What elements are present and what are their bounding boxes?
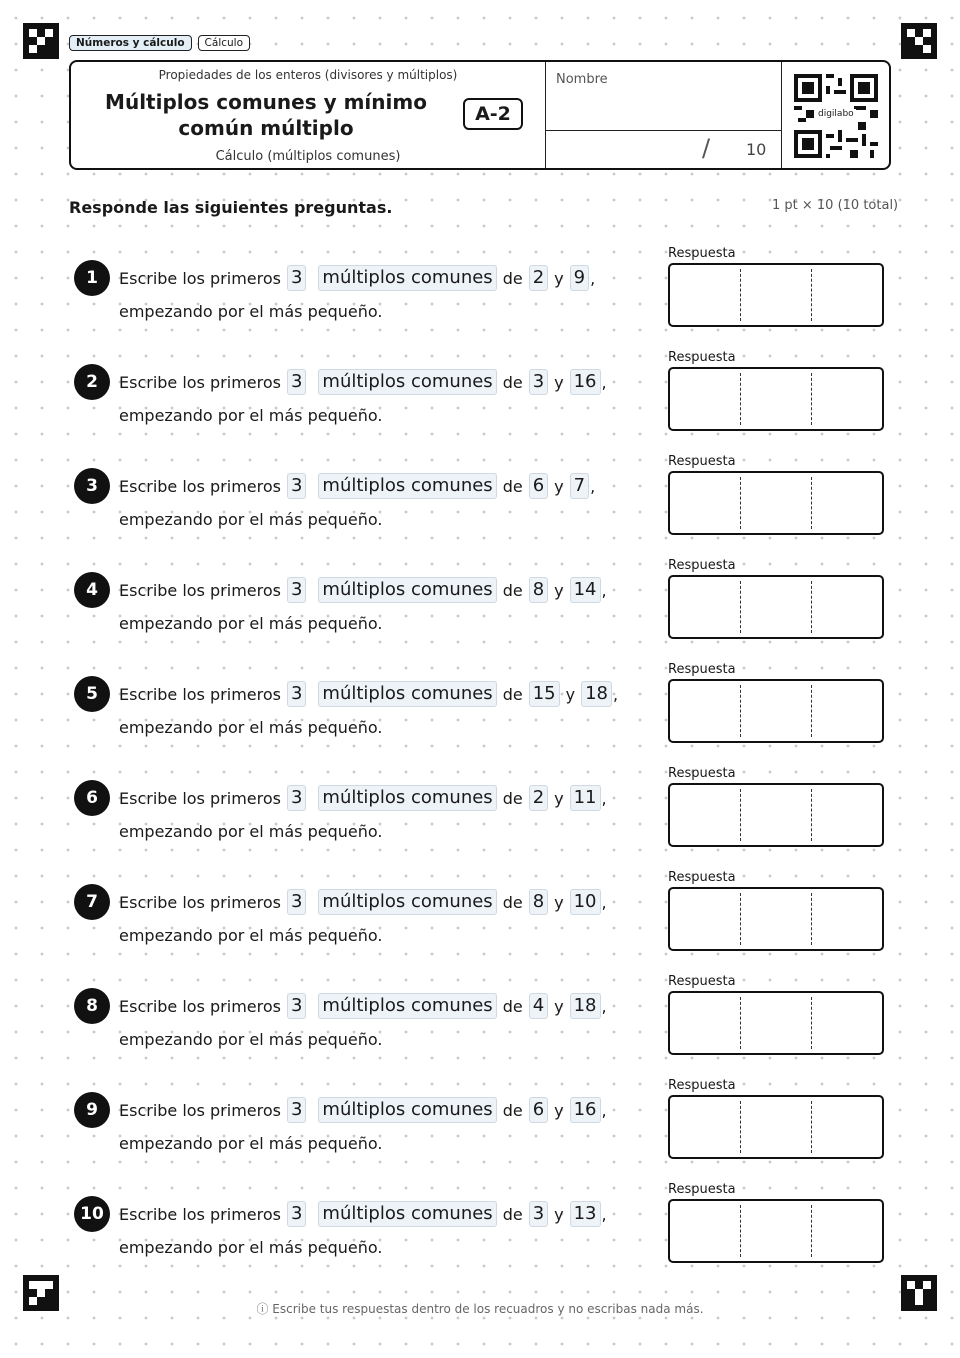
comma: , xyxy=(601,1100,607,1120)
word-y: y xyxy=(565,684,576,704)
question-line-1 xyxy=(119,577,607,603)
question-number: 5 xyxy=(74,676,110,712)
answer-box[interactable] xyxy=(668,679,884,743)
question-number: 3 xyxy=(74,468,110,504)
answer-label: Respuesta xyxy=(668,662,736,677)
term-box: múltiplos comunes xyxy=(318,369,496,395)
number-b-box: 16 xyxy=(570,1097,601,1123)
score-total: 10 xyxy=(746,140,767,159)
question-line-1 xyxy=(119,785,607,811)
comma: , xyxy=(601,892,607,912)
question-line-2: empezando por el más pequeño. xyxy=(119,302,383,321)
term-box: múltiplos comunes xyxy=(318,993,496,1019)
answer-box[interactable] xyxy=(668,263,884,327)
word-de: de xyxy=(502,1204,523,1224)
score-slash: / xyxy=(702,134,711,162)
question-line-1 xyxy=(119,369,607,395)
answer-box[interactable] xyxy=(668,367,884,431)
term-box: múltiplos comunes xyxy=(318,265,496,291)
answer-box[interactable] xyxy=(668,1199,884,1263)
question-line-1 xyxy=(119,681,618,707)
question-number: 6 xyxy=(74,780,110,816)
word-y: y xyxy=(554,788,564,808)
answer-label: Respuesta xyxy=(668,1182,736,1197)
question-number: 1 xyxy=(74,260,110,296)
score-field xyxy=(545,130,782,168)
question-pre: Escribe los primeros xyxy=(119,580,281,600)
answer-box[interactable] xyxy=(668,575,884,639)
question-line-2: empezando por el más pequeño. xyxy=(119,614,383,633)
term-box: múltiplos comunes xyxy=(318,1097,496,1123)
question-line-1 xyxy=(119,993,607,1019)
question-line-2: empezando por el más pequeño. xyxy=(119,510,383,529)
answer-box[interactable] xyxy=(668,471,884,535)
question-item xyxy=(0,662,960,776)
number-b-box: 9 xyxy=(570,265,589,291)
answer-box[interactable] xyxy=(668,887,884,951)
question-item xyxy=(0,974,960,1088)
number-a-box: 6 xyxy=(529,1097,548,1123)
question-line-2: empezando por el más pequeño. xyxy=(119,1238,383,1257)
count-box: 3 xyxy=(287,265,306,291)
header-subtitle: Cálculo (múltiplos comunes) xyxy=(215,149,401,164)
number-b-box: 13 xyxy=(570,1201,601,1227)
name-label: Nombre xyxy=(556,72,608,87)
number-a-box: 3 xyxy=(529,369,548,395)
qr-area xyxy=(781,62,890,168)
word-de: de xyxy=(502,892,523,912)
word-de: de xyxy=(502,268,523,288)
comma: , xyxy=(612,684,619,704)
count-box: 3 xyxy=(287,1201,306,1227)
word-y: y xyxy=(554,372,564,392)
question-line-2: empezando por el más pequeño. xyxy=(119,926,383,945)
answer-label: Respuesta xyxy=(668,350,736,365)
count-box: 3 xyxy=(287,577,306,603)
question-pre: Escribe los primeros xyxy=(119,1204,281,1224)
header-title-area xyxy=(71,62,545,168)
count-box: 3 xyxy=(287,369,306,395)
answer-box[interactable] xyxy=(668,783,884,847)
question-number: 9 xyxy=(74,1092,110,1128)
answer-box[interactable] xyxy=(668,1095,884,1159)
question-line-2: empezando por el más pequeño. xyxy=(119,1134,383,1153)
word-de: de xyxy=(502,1100,523,1120)
number-b-box: 16 xyxy=(570,369,601,395)
word-y: y xyxy=(554,268,564,288)
comma: , xyxy=(601,788,607,808)
answer-label: Respuesta xyxy=(668,246,736,261)
count-box: 3 xyxy=(287,993,306,1019)
worksheet-code: A-2 xyxy=(463,98,523,130)
count-box: 3 xyxy=(287,473,306,499)
answer-label: Respuesta xyxy=(668,766,736,781)
tag-calculation: Cálculo xyxy=(198,35,250,51)
question-number: 7 xyxy=(74,884,110,920)
number-a-box: 3 xyxy=(529,1201,548,1227)
word-y: y xyxy=(554,476,564,496)
comma: , xyxy=(601,996,607,1016)
question-number: 8 xyxy=(74,988,110,1024)
count-box: 3 xyxy=(287,889,306,915)
word-y: y xyxy=(554,892,564,912)
number-a-box: 15 xyxy=(529,681,560,707)
question-pre: Escribe los primeros xyxy=(119,1100,281,1120)
comma: , xyxy=(601,1204,607,1224)
comma: , xyxy=(590,476,596,496)
answer-label: Respuesta xyxy=(668,870,736,885)
name-field[interactable] xyxy=(545,62,782,131)
comma: , xyxy=(590,268,596,288)
word-de: de xyxy=(502,684,523,704)
question-line-2: empezando por el más pequeño. xyxy=(119,1030,383,1049)
answer-label: Respuesta xyxy=(668,974,736,989)
number-a-box: 8 xyxy=(529,577,548,603)
worksheet-header xyxy=(69,60,891,170)
question-line-2: empezando por el más pequeño. xyxy=(119,718,383,737)
footer-note xyxy=(0,1300,960,1317)
question-pre: Escribe los primeros xyxy=(119,476,281,496)
answer-box[interactable] xyxy=(668,991,884,1055)
question-item xyxy=(0,246,960,360)
term-box: múltiplos comunes xyxy=(318,785,496,811)
question-pre: Escribe los primeros xyxy=(119,684,281,704)
word-de: de xyxy=(502,580,523,600)
word-de: de xyxy=(502,788,523,808)
comma: , xyxy=(601,580,607,600)
count-box: 3 xyxy=(287,785,306,811)
question-pre: Escribe los primeros xyxy=(119,892,281,912)
question-line-1 xyxy=(119,473,595,499)
number-b-box: 11 xyxy=(570,785,601,811)
question-pre: Escribe los primeros xyxy=(119,268,281,288)
number-a-box: 4 xyxy=(529,993,548,1019)
question-number: 2 xyxy=(74,364,110,400)
count-box: 3 xyxy=(287,681,306,707)
answer-label: Respuesta xyxy=(668,558,736,573)
question-number: 10 xyxy=(74,1196,110,1232)
question-pre: Escribe los primeros xyxy=(119,788,281,808)
word-de: de xyxy=(502,996,523,1016)
question-line-2: empezando por el más pequeño. xyxy=(119,822,383,841)
number-b-box: 7 xyxy=(570,473,589,499)
question-line-2: empezando por el más pequeño. xyxy=(119,406,383,425)
question-item xyxy=(0,350,960,464)
qr-label: digilabo xyxy=(818,109,854,119)
footer-text: ⓘ Escribe tus respuestas dentro de los recuadros y no escribas nada más. xyxy=(256,1302,704,1316)
number-a-box: 6 xyxy=(529,473,548,499)
question-item xyxy=(0,558,960,672)
question-line-1 xyxy=(119,889,607,915)
number-b-box: 14 xyxy=(570,577,601,603)
question-item xyxy=(0,870,960,984)
comma: , xyxy=(601,372,607,392)
corner-marker-top-right xyxy=(901,23,937,59)
term-box: múltiplos comunes xyxy=(318,1201,496,1227)
word-y: y xyxy=(554,996,564,1016)
question-item xyxy=(0,1182,960,1296)
question-number: 4 xyxy=(74,572,110,608)
answer-label: Respuesta xyxy=(668,454,736,469)
number-b-box: 18 xyxy=(570,993,601,1019)
number-b-box: 10 xyxy=(570,889,601,915)
number-a-box: 8 xyxy=(529,889,548,915)
number-b-box: 18 xyxy=(581,681,612,707)
term-box: múltiplos comunes xyxy=(318,473,496,499)
number-a-box: 2 xyxy=(529,785,548,811)
instruction-text: Responde las siguientes preguntas. xyxy=(69,198,393,217)
number-a-box: 2 xyxy=(529,265,548,291)
question-line-1 xyxy=(119,1097,607,1123)
term-box: múltiplos comunes xyxy=(318,681,496,707)
header-category: Propiedades de los enteros (divisores y múltiplos) xyxy=(158,68,458,82)
term-box: múltiplos comunes xyxy=(318,889,496,915)
question-line-1 xyxy=(119,265,595,291)
tag-row xyxy=(69,35,250,51)
word-de: de xyxy=(502,476,523,496)
word-de: de xyxy=(502,372,523,392)
page-title: Múltiplos comunes y mínimo común múltiplo xyxy=(105,90,427,140)
tag-numbers: Números y cálculo xyxy=(69,35,192,51)
points-text: 1 pt × 10 (10 total) xyxy=(772,198,899,213)
question-item xyxy=(0,454,960,568)
word-y: y xyxy=(554,1204,564,1224)
count-box: 3 xyxy=(287,1097,306,1123)
question-item xyxy=(0,1078,960,1192)
word-y: y xyxy=(554,580,564,600)
question-item xyxy=(0,766,960,880)
question-pre: Escribe los primeros xyxy=(119,372,281,392)
answer-label: Respuesta xyxy=(668,1078,736,1093)
question-line-1 xyxy=(119,1201,607,1227)
question-pre: Escribe los primeros xyxy=(119,996,281,1016)
term-box: múltiplos comunes xyxy=(318,577,496,603)
word-y: y xyxy=(554,1100,564,1120)
corner-marker-top-left xyxy=(23,23,59,59)
